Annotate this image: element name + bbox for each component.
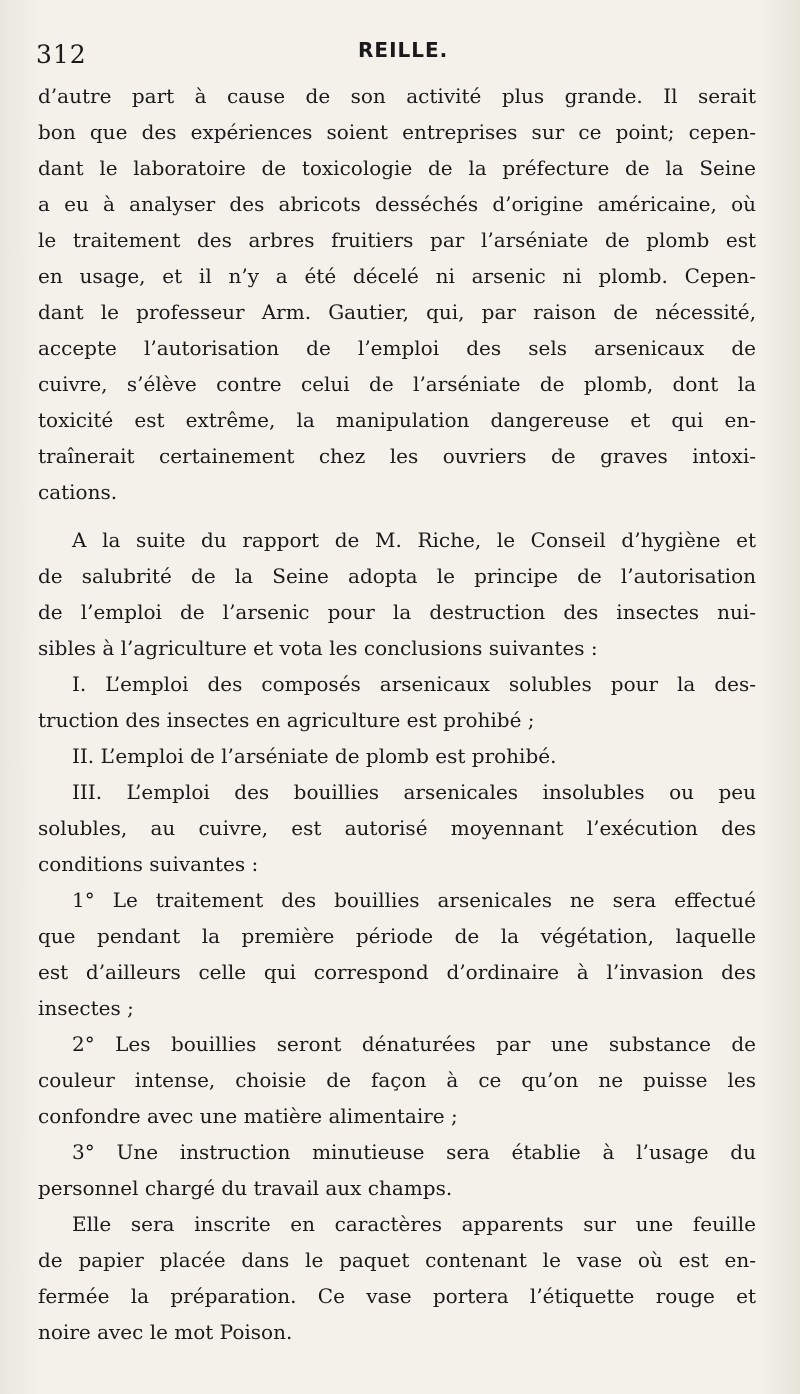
text-line: a eu à analyser des abricots desséchés d’origine américaine, où — [38, 192, 756, 216]
text-line: couleur intense, choisie de façon à ce qu’on ne puisse les — [38, 1068, 756, 1092]
text-line: solubles, au cuivre, est autorisé moyennant l’exécution des — [38, 816, 756, 840]
text-line: II. L’emploi de l’arséniate de plomb est prohibé. — [72, 744, 557, 768]
text-line: 3° Une instruction minutieuse sera établie à l’usage du — [72, 1140, 756, 1164]
show-through-footer — [40, 1366, 760, 1388]
text-line: personnel chargé du travail aux champs. — [38, 1176, 453, 1200]
text-line: A la suite du rapport de M. Riche, le Conseil d’hygiène et — [72, 528, 756, 552]
text-line: de salubrité de la Seine adopta le principe de l’autorisation — [38, 564, 756, 588]
text-line: noire avec le mot Poison. — [38, 1320, 293, 1344]
text-line: conditions suivantes : — [38, 852, 259, 876]
text-line: en usage, et il n’y a été décelé ni arsenic ni plomb. Cepen- — [38, 264, 756, 288]
text-line: traînerait certainement chez les ouvriers de graves intoxi- — [38, 444, 756, 468]
paragraph-gap — [38, 510, 756, 522]
text-line: toxicité est extrême, la manipulation dangereuse et qui en- — [38, 408, 756, 432]
text-line: dant le laboratoire de toxicologie de la préfecture de la Seine — [38, 156, 756, 180]
text-line: truction des insectes en agriculture est prohibé ; — [38, 708, 535, 732]
text-line: cuivre, s’élève contre celui de l’arséniate de plomb, dont la — [38, 372, 756, 396]
text-line: de l’emploi de l’arsenic pour la destruction des insectes nui- — [38, 600, 756, 624]
text-line: Elle sera inscrite en caractères apparents sur une feuille — [72, 1212, 756, 1236]
text-line: III. L’emploi des bouillies arsenicales insolubles ou peu — [72, 780, 756, 804]
text-line: sibles à l’agriculture et vota les conclusions suivantes : — [38, 636, 598, 660]
text-line: bon que des expériences soient entreprises sur ce point; cepen- — [38, 120, 756, 144]
text-line: confondre avec une matière alimentaire ; — [38, 1104, 458, 1128]
page-header — [30, 34, 760, 74]
text-line: insectes ; — [38, 996, 134, 1020]
text-line: d’autre part à cause de son activité plus grande. Il serait — [38, 84, 756, 108]
text-line: de papier placée dans le paquet contenant le vase où est en- — [38, 1248, 756, 1272]
text-line: le traitement des arbres fruitiers par l’arséniate de plomb est — [38, 228, 756, 252]
text-line: accepte l’autorisation de l’emploi des sels arsenicaux de — [38, 336, 756, 360]
text-line: 2° Les bouillies seront dénaturées par une substance de — [72, 1032, 756, 1056]
page-number: 312 — [36, 40, 87, 69]
text-line: 1° Le traitement des bouillies arsenicales ne sera effectué — [72, 888, 756, 912]
text-line: dant le professeur Arm. Gautier, qui, par raison de nécessité, — [38, 300, 756, 324]
text-line: est d’ailleurs celle qui correspond d’ordinaire à l’invasion des — [38, 960, 756, 984]
text-line: cations. — [38, 480, 118, 504]
body-text — [38, 78, 756, 1350]
text-line: que pendant la première période de la végétation, laquelle — [38, 924, 756, 948]
running-head: REILLE. — [358, 38, 449, 62]
text-line: I. L’emploi des composés arsenicaux solubles pour la des- — [72, 672, 756, 696]
text-line: fermée la préparation. Ce vase portera l’étiquette rouge et — [38, 1284, 756, 1308]
